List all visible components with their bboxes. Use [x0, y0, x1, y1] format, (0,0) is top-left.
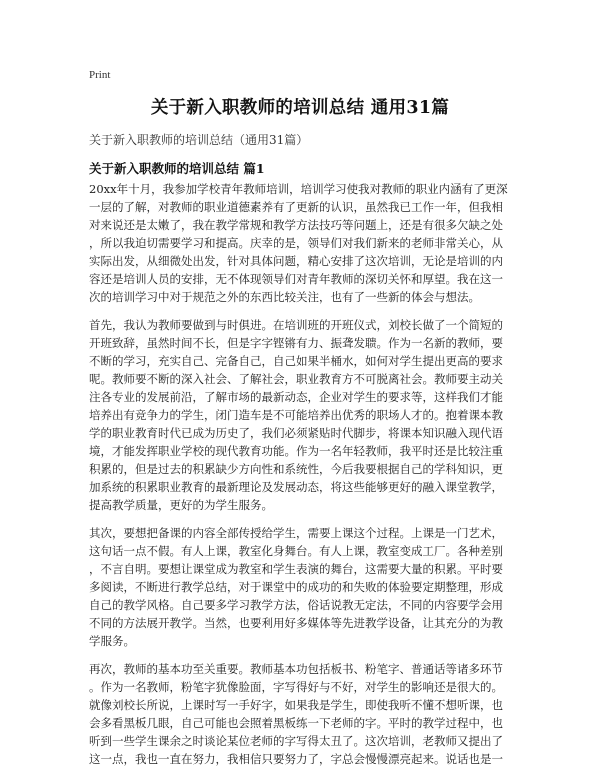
text-line: 这一点，我也一直在努力，我相信只要努力了，字总会慢慢漂亮起来。说话也是一 — [89, 752, 503, 766]
text-line: 培养出有竞争力的学生，闭门造车是不可能培养出优秀的职场人才的。抱着课本教 — [89, 408, 503, 422]
text-line: 呢。教师要不断的深入社会、了解社会，职业教育方不可脱离社会。教师要主动关 — [89, 372, 503, 386]
text-line: 其次，要想把备课的内容全部传授给学生，需要上课这个过程。上课是一门艺术， — [89, 526, 503, 540]
paragraph — [89, 180, 515, 306]
text-line: 多阅读，不断进行教学总结，对于课堂中的成功的和失败的体验要定期整理，形成 — [89, 580, 503, 594]
section-heading: 关于新入职教师的培训总结 篇1 — [89, 161, 265, 176]
text-line: 开班致辞，虽然时间不长，但是字字铿锵有力、振聋发聩。作为一名新的教师，要 — [89, 336, 503, 350]
text-line: 这句话一点不假。有人上课，教室化身舞台。有人上课，教室变成工厂。各种差别 — [89, 544, 503, 558]
text-line: 。作为一名教师，粉笔字犹像脸面，字写得好与不好，对学生的影响还是很大的。 — [89, 680, 503, 694]
body-text — [89, 180, 515, 776]
text-line: 听到一些学生课余之时谈论某位老师的字写得太丑了。这次培训，老教师又提出了 — [89, 734, 503, 748]
text-line: 加系统的积累职业教育的最新理论及发展动态，将这些能够更好的融入课堂教学， — [89, 480, 503, 494]
text-line: 实际出发，从细微处出发，针对具体问题，精心安排了这次培训，无论是培训的内 — [89, 254, 503, 268]
text-line: 再次，教师的基本功至关重要。教师基本功包括板书、粉笔字、普通话等诸多环节 — [89, 662, 503, 676]
paragraph — [89, 660, 515, 768]
text-line: 不断的学习，充实自己、完备自己，自己如果半桶水，如何对学生提出更高的要求 — [89, 354, 503, 368]
text-line: 次的培训学习中对于规范之外的东西比较关注，也有了一些新的体会与想法。 — [89, 290, 480, 304]
text-line: 就像刘校长所说，上课时写一手好字，如果我是学生，即使我听不懂不想听课，也 — [89, 698, 503, 712]
text-line: 对来说还是太嫩了，我在教学常规和教学方法技巧等问题上，还是有很多欠缺之处 — [89, 218, 503, 232]
paragraph — [89, 524, 515, 650]
paragraph — [89, 316, 515, 514]
print-link[interactable]: Print — [89, 69, 111, 81]
text-line: ，不言自明。要想让课堂成为教室和学生表演的舞台，这需要大量的积累。平时要 — [89, 562, 503, 576]
text-line: 20xx年十月，我参加学校青年教师培训，培训学习使我对教师的职业内涵有了更深 — [89, 182, 508, 196]
document-subtitle: 关于新入职教师的培训总结（通用31篇） — [89, 133, 309, 147]
text-line: 积累的，但是过去的积累缺少方向性和系统性，今后我要根据自己的学科知识，更 — [89, 462, 503, 476]
text-line: 学服务。 — [89, 634, 135, 648]
text-line: 境，才能发挥职业学校的现代教育功能。作为一名年轻教师，我平时还是比较注重 — [89, 444, 503, 458]
text-line: 自己的教学风格。自己要多学习教学方法，俗话说教无定法，不同的内容要学会用 — [89, 598, 503, 612]
text-line: 容还是培训人员的安排，无不体现领导们对青年教师的深切关怀和厚望。我在这一 — [89, 272, 503, 286]
text-line: 不同的方法展开教学。当然，也要利用好多媒体等先进教学设备，让其充分的为教 — [89, 616, 503, 630]
text-line: 一层的了解，对教师的职业道德素养有了更新的认识，虽然我已工作一年，但我相 — [89, 200, 503, 214]
text-line: 学的职业教育时代已成为历史了，我们必须紧贴时代脚步，将课本知识融入现代语 — [89, 426, 503, 440]
text-line: 会多看黑板几眼，自己可能也会照着黑板练一下老师的字。平时的教学过程中，也 — [89, 716, 503, 730]
text-line: 注各专业的发展前沿，了解市场的最新动态，企业对学生的要求等，这样我们才能 — [89, 390, 503, 404]
text-line: ，所以我迫切需要学习和提高。庆幸的是，领导们对我们新来的老师非常关心，从 — [89, 236, 503, 250]
document-title: 关于新入职教师的培训总结 通用31篇 — [150, 98, 450, 118]
text-line: 首先，我认为教师要做到与时俱进。在培训班的开班仪式，刘校长做了一个简短的 — [89, 318, 503, 332]
text-line: 提高教学质量，更好的为学生服务。 — [89, 498, 273, 512]
